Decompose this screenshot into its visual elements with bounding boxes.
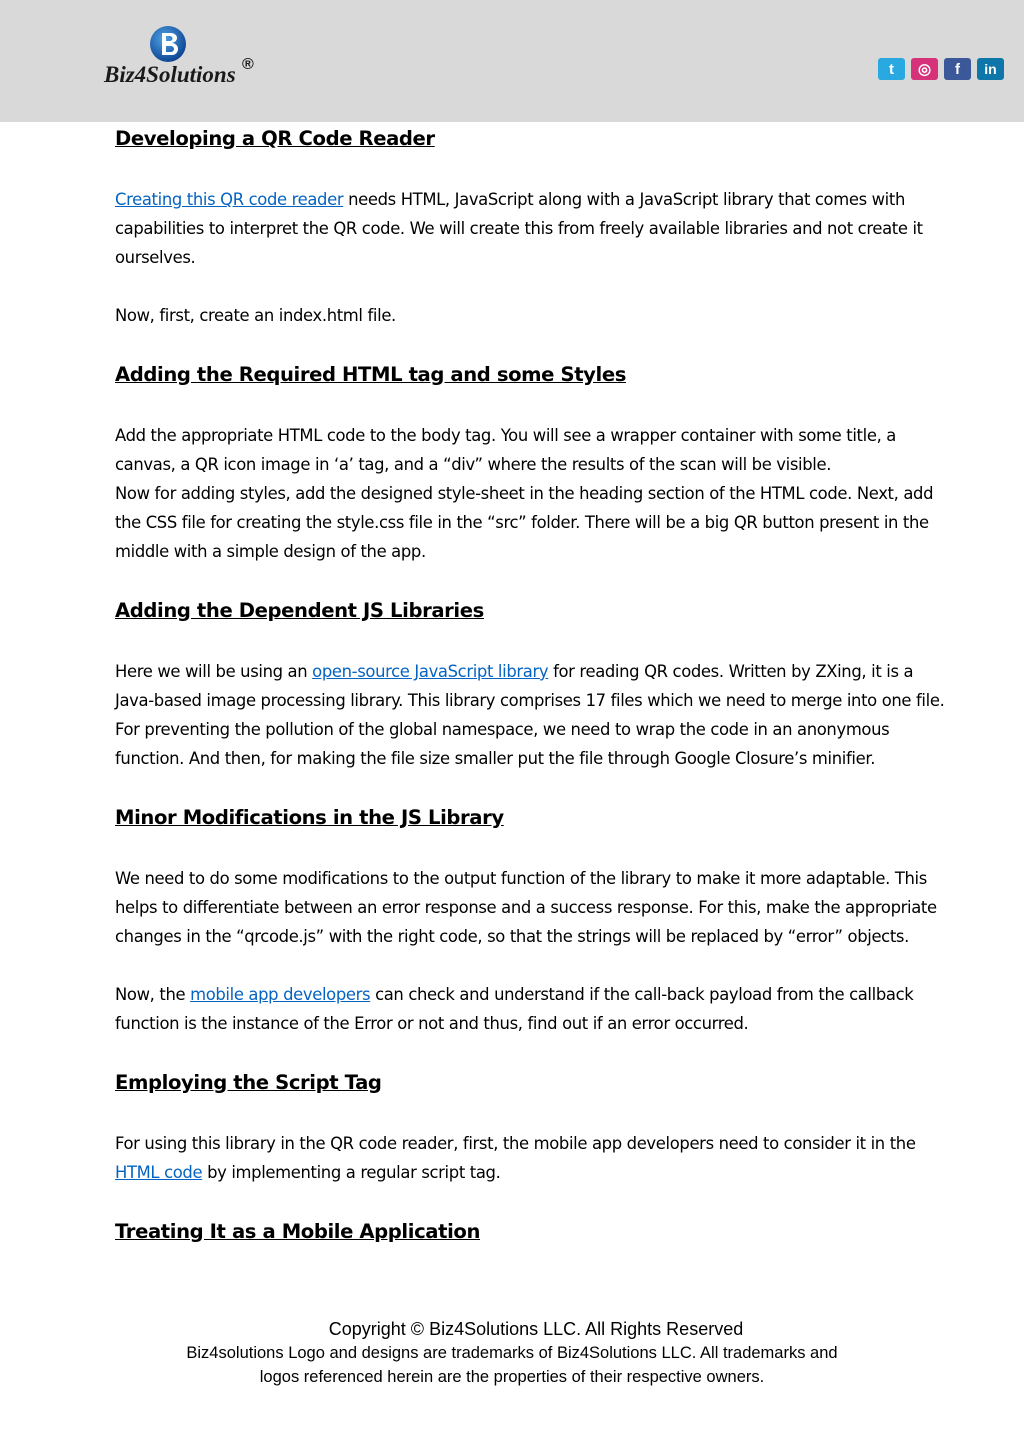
paragraph	[115, 185, 945, 272]
paragraph: Add the appropriate HTML code to the body tag. You will see a wrapper container with some title, a canvas, a QR icon image in ‘a’ tag, and a “div” where the results of the scan will be visible.	[115, 426, 896, 474]
paragraph	[115, 1129, 945, 1187]
trademark-line: logos referenced herein are the properties of their respective owners.	[259, 1368, 765, 1386]
section-heading: Treating It as a Mobile Application	[115, 1220, 480, 1243]
section-heading: Employing the Script Tag	[115, 1071, 382, 1094]
registered-mark: ®	[242, 56, 254, 73]
paragraph: Now for adding styles, add the designed style-sheet in the heading section of the HTML code. Next, add the CSS file for creating the style.css file in the “src” folder. There will be a big QR button present in the middle with a simple design of the app.	[115, 484, 934, 561]
open-source-library-link[interactable]: open-source JavaScript library	[312, 662, 549, 681]
instagram-icon[interactable]: ◎	[911, 58, 938, 80]
paragraph: Now, first, create an index.html file.	[115, 306, 396, 325]
mobile-app-developers-link[interactable]: mobile app developers	[190, 985, 371, 1004]
section-heading: Developing a QR Code Reader	[115, 127, 435, 150]
social-links	[878, 58, 1004, 80]
logo-mark-icon	[148, 24, 188, 64]
qr-reader-link[interactable]: Creating this QR code reader	[115, 190, 344, 209]
section-heading: Adding the Required HTML tag and some Styles	[115, 363, 627, 386]
company-logo[interactable]	[104, 24, 264, 94]
trademark-line: Biz4solutions Logo and designs are trademarks of Biz4Solutions LLC. All trademarks and	[186, 1344, 838, 1362]
facebook-icon[interactable]: f	[944, 58, 971, 80]
page-footer	[0, 1317, 1024, 1389]
paragraph-text: For using this library in the QR code reader, first, the mobile app developers need to consider it in the	[115, 1134, 916, 1153]
linkedin-icon[interactable]: in	[977, 58, 1004, 80]
paragraph-text: needs HTML, JavaScript along with a JavaScript library that comes with capabilities to interpret the QR code. We will create this from freely available libraries and not create it ourselves.	[115, 190, 923, 267]
html-code-link[interactable]: HTML code	[115, 1163, 203, 1182]
paragraph: We need to do some modifications to the output function of the library to make it more adaptable. This helps to differentiate between an error response and a success response. For this, make the appropriate changes in the “qrcode.js” with the right code, so that the strings will be replaced by “error” objects.	[115, 869, 937, 946]
twitter-icon[interactable]: t	[878, 58, 905, 80]
paragraph-text: Here we will be using an	[115, 662, 313, 681]
copyright-line: Copyright © Biz4Solutions LLC. All Rights Reserved	[328, 1319, 744, 1339]
paragraph	[115, 657, 945, 773]
paragraph-text: by implementing a regular script tag.	[202, 1163, 501, 1182]
page-header	[0, 0, 1024, 122]
section-heading: Adding the Dependent JS Libraries	[115, 599, 484, 622]
paragraph-text: for reading QR codes. Written by ZXing, it is a Java-based image processing library. This library comprises 17 files which we need to merge into one file. For preventing the pollution of the global namespace, we need to wrap the code in an anonymous function. And then, for making the file size smaller put the file through Google Closure’s minifier.	[115, 662, 945, 768]
paragraph	[115, 980, 945, 1038]
paragraph-text: can check and understand if the call-back payload from the callback function is the instance of the Error or not and thus, find out if an error occurred.	[115, 985, 914, 1033]
article-body	[115, 122, 945, 1247]
paragraph-text: Now, the	[115, 985, 191, 1004]
logo-text: Biz4Solutions	[104, 62, 236, 87]
section-heading: Minor Modifications in the JS Library	[115, 806, 504, 829]
